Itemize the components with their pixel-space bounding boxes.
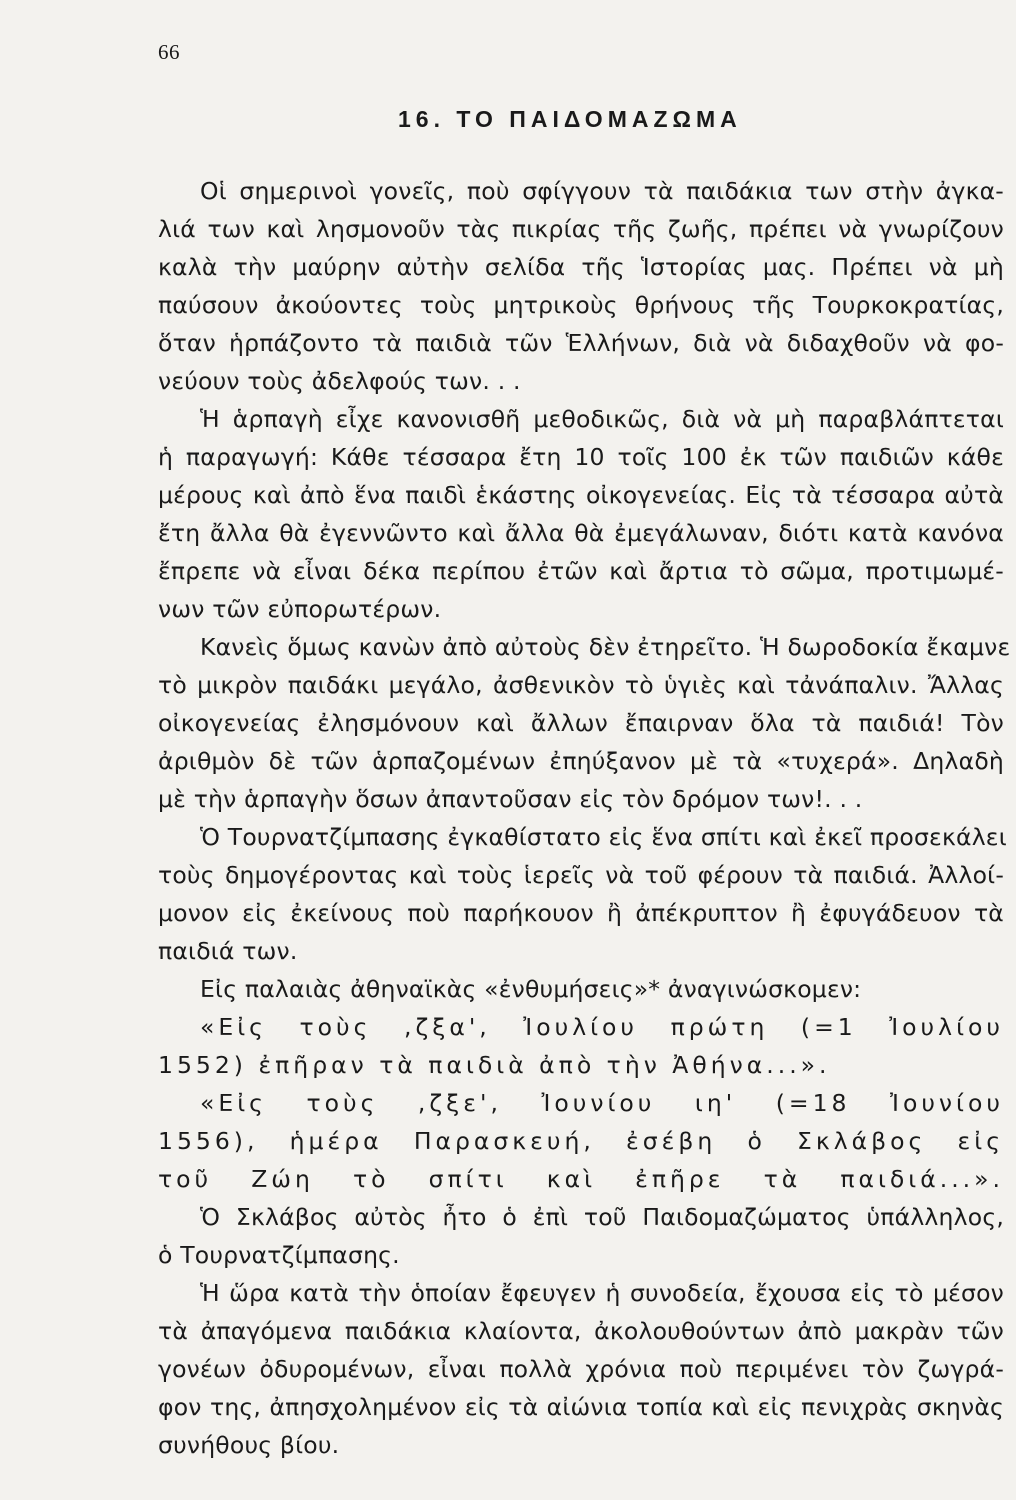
text-line: λιά των καὶ λησμονοῦν τὰς πικρίας τῆς ζωῆς, πρέπει νὰ γνωρίζουν [158,215,1004,243]
text-line: ὅταν ἡρπάζοντο τὰ παιδιὰ τῶν Ἑλλήνων, διὰ νὰ διδαχθοῦν νὰ φο- [158,329,1004,357]
text-line: Κανεὶς ὅμως κανὼν ἀπὸ αὐτοὺς δὲν ἐτηρεῖτο. Ἡ δωροδοκία ἔκαμνε [200,633,1011,661]
chapter-title: 16. ΤΟ ΠΑΙΔΟΜΑΖΩΜΑ [398,106,742,132]
text-line: καλὰ τὴν μαύρην αὐτὴν σελίδα τῆς Ἱστορίας μας. Πρέπει νὰ μὴ [158,253,1004,281]
text-line: παύσουν ἀκούοντες τοὺς μητρικοὺς θρήνους τῆς Τουρκοκρατίας, [158,291,1004,319]
text-line: παιδιά των. [158,937,298,965]
text-line: Εἰς παλαιὰς ἀθηναϊκὰς «ἐνθυμήσεις»* ἀναγινώσκομεν: [200,975,862,1003]
text-line: μονον εἰς ἐκείνους ποὺ παρήκουον ἢ ἀπέκρυπτον ἢ ἐφυγάδευον τὰ [158,899,1004,927]
text-line: ἔπρεπε νὰ εἶναι δέκα περίπου ἐτῶν καὶ ἄρτια τὸ σῶμα, προτιμωμέ- [158,557,1004,585]
text-line: Ὁ Σκλάβος αὐτὸς ἦτο ὁ ἐπὶ τοῦ Παιδομαζώματος ὑπάλληλος, [200,1203,1004,1231]
text-line: ὁ Τουρνατζίμπασης. [158,1241,400,1269]
text-line: Ὁ Τουρνατζίμπασης ἐγκαθίστατο εἰς ἕνα σπίτι καὶ ἐκεῖ προσεκάλει [200,823,1007,851]
quote-line: τοῦ Ζώη τὸ σπίτι καὶ ἐπῆρε τὰ παιδιά...». [158,1165,1004,1193]
text-line: ἔτη ἄλλα θὰ ἐγεννῶντο καὶ ἄλλα θὰ ἐμεγάλωναν, διότι κατὰ κανόνα [158,519,1004,547]
text-line: Ἡ ἁρπαγὴ εἶχε κανονισθῆ μεθοδικῶς, διὰ νὰ μὴ παραβλάπτεται [200,405,1004,433]
text-line: ἡ παραγωγή: Κάθε τέσσαρα ἔτη 10 τοῖς 100 ἐκ τῶν παιδιῶν κάθε [158,443,1004,471]
text-line: τὸ μικρὸν παιδάκι μεγάλο, ἀσθενικὸν τὸ ὑγιὲς καὶ τἀνάπαλιν. Ἄλλας [158,671,1004,699]
text-line: μέρους καὶ ἀπὸ ἕνα παιδὶ ἑκάστης οἰκογενείας. Εἰς τὰ τέσσαρα αὐτὰ [158,481,1004,509]
text-line: τὰ ἀπαγόμενα παιδάκια κλαίοντα, ἀκολουθούντων ἀπὸ μακρὰν τῶν [158,1317,1004,1345]
text-line: νεύουν τοὺς ἀδελφούς των. . . [158,367,521,395]
text-line: φον της, ἀπησχολημένον εἰς τὰ αἰώνια τοπία καὶ εἰς πενιχρὰς σκηνὰς [158,1393,1004,1421]
chapter-body [158,172,1011,1464]
text-line: Ἡ ὥρα κατὰ τὴν ὁποίαν ἔφευγεν ἡ συνοδεία, ἔχουσα εἰς τὸ μέσον [200,1279,1004,1307]
text-line: Οἱ σημερινοὶ γονεῖς, ποὺ σφίγγουν τὰ παιδάκια των στὴν ἀγκα- [200,177,1004,205]
text-line: συνήθους βίου. [158,1431,340,1459]
text-line: μὲ τὴν ἁρπαγὴν ὅσων ἀπαντοῦσαν εἰς τὸν δρόμον των!. . . [158,785,863,813]
text-line: γονέων ὀδυρομένων, εἶναι πολλὰ χρόνια ποὺ περιμένει τὸν ζωγρά- [158,1355,1004,1383]
quote-line: «Εἰς τοὺς ,ζξα', Ἰουλίου πρώτη (=1 Ἰουλίου [200,1013,1004,1041]
page-number: 66 [158,40,180,64]
quote-line: «Εἰς τοὺς ,ζξε', Ἰουνίου ιη' (=18 Ἰουνίου [200,1089,1004,1117]
text-line: ἀριθμὸν δὲ τῶν ἁρπαζομένων ἐπηύξανον μὲ τὰ «τυχερά». Δηλαδὴ [158,747,1004,775]
text-line: οἰκογενείας ἐλησμόνουν καὶ ἄλλων ἔπαιρναν ὅλα τὰ παιδιά! Τὸν [158,709,1004,737]
text-line: νων τῶν εὐπορωτέρων. [158,595,442,623]
quote-line: 1556), ἡμέρα Παρασκευή, ἐσέβη ὁ Σκλάβος εἰς [158,1127,1004,1155]
quote-line: 1552) ἐπῆραν τὰ παιδιὰ ἀπὸ τὴν Ἀθήνα...». [158,1051,831,1079]
text-line: τοὺς δημογέροντας καὶ τοὺς ἱερεῖς νὰ τοῦ φέρουν τὰ παιδιά. Ἀλλοί- [158,861,1004,889]
